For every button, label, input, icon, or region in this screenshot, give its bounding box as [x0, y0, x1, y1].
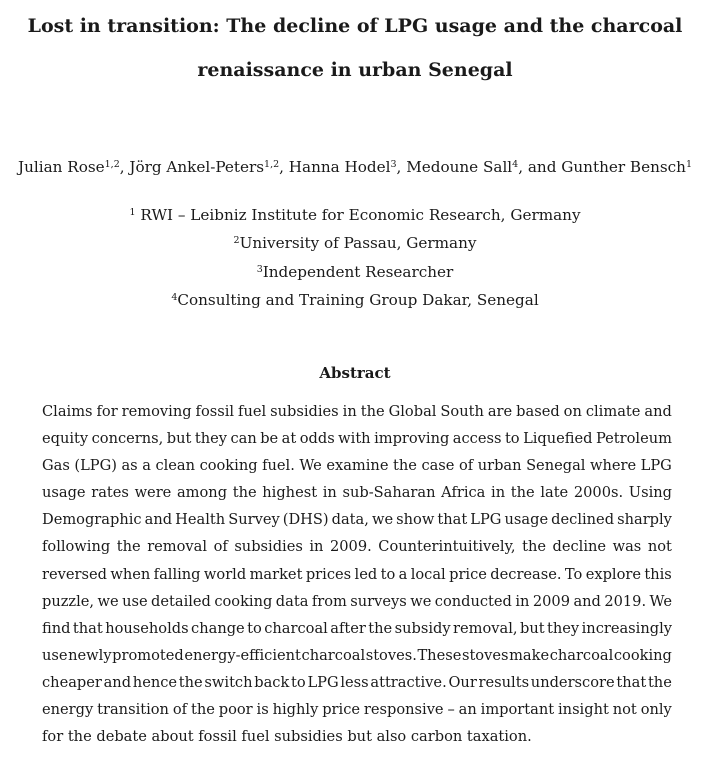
- author-separator: , and: [518, 158, 562, 176]
- author-affiliation-marker: 1: [685, 159, 692, 170]
- abstract-word: Health: [175, 511, 226, 529]
- affiliation: [0, 201, 710, 229]
- title-line: renaissance in urban Senegal: [197, 59, 513, 81]
- abstract-word: data: [275, 592, 309, 610]
- abstract-word: the: [360, 403, 385, 420]
- abstract-word: they: [194, 430, 227, 448]
- abstract-word: taxation.: [466, 728, 532, 746]
- title-line: Lost in transition: The decline of LPG usage and the charcoal: [27, 15, 683, 37]
- author-separator: ,: [396, 158, 407, 176]
- abstract-line: [42, 561, 672, 588]
- abstract-word: odds: [299, 430, 335, 448]
- abstract-word: following: [42, 538, 111, 556]
- abstract-word: important: [480, 701, 555, 719]
- abstract-word: but: [347, 728, 377, 746]
- abstract-word: cheaper: [42, 673, 102, 691]
- abstract-word: climate: [585, 403, 641, 420]
- author-affiliation-marker: 1,2: [264, 159, 280, 170]
- abstract-word: We: [649, 592, 672, 610]
- abstract-word: insight: [558, 701, 609, 719]
- author-name: Gunther Bensch: [561, 158, 686, 176]
- abstract-word: sub-Saharan: [342, 484, 436, 502]
- abstract-line: [42, 398, 672, 425]
- abstract-word: subsidies: [274, 728, 348, 746]
- abstract-word: sharply: [617, 511, 672, 529]
- abstract-word: newly: [68, 646, 112, 664]
- abstract-word: and: [103, 673, 132, 691]
- abstract-word: cooking: [613, 646, 672, 664]
- abstract-word: the: [190, 701, 215, 719]
- abstract-word: LPG: [307, 673, 339, 691]
- abstract-word: access: [452, 430, 502, 448]
- abstract-word: we: [371, 511, 394, 529]
- author: [561, 158, 692, 176]
- abstract-line: [42, 425, 672, 452]
- abstract-word: fossil: [198, 728, 242, 746]
- abstract-word: households: [105, 619, 189, 637]
- abstract-word: debate: [96, 728, 152, 746]
- abstract-word: highly: [272, 701, 319, 719]
- affiliation-list: [0, 201, 710, 314]
- abstract-word: and: [644, 403, 672, 420]
- abstract-word: find: [42, 619, 71, 637]
- abstract-word: fossil: [195, 403, 235, 420]
- abstract-word: attractive.: [370, 673, 447, 691]
- abstract-word: energy-efficient: [184, 646, 301, 664]
- abstract-word: decrease.: [490, 565, 562, 583]
- author-list: [0, 156, 710, 178]
- abstract-word: to: [504, 430, 520, 448]
- abstract-word: usage: [504, 511, 549, 529]
- abstract-word: We: [299, 457, 322, 475]
- abstract-line: [42, 615, 672, 642]
- abstract-word: conducted: [434, 592, 512, 610]
- abstract-word: we: [410, 592, 432, 610]
- abstract-word: stoves: [461, 646, 509, 664]
- abstract-word: To: [564, 565, 583, 583]
- abstract-word: urban: [477, 457, 522, 475]
- author: [289, 158, 397, 176]
- abstract-word: charcoal: [549, 646, 614, 664]
- abstract-word: but: [519, 619, 545, 637]
- abstract-word: declined: [551, 511, 615, 529]
- abstract-word: on: [563, 403, 582, 420]
- abstract-word: reversed: [42, 565, 107, 583]
- abstract-word: in: [342, 403, 357, 420]
- author: [18, 158, 120, 176]
- abstract-word: price: [322, 701, 361, 719]
- abstract-word: about: [151, 728, 199, 746]
- abstract-word: to: [247, 619, 262, 637]
- abstract-line: [42, 642, 672, 669]
- abstract-word: led: [354, 565, 378, 583]
- abstract-word: surveys: [350, 592, 407, 610]
- abstract-word: back: [254, 673, 290, 691]
- abstract-word: and: [573, 592, 601, 610]
- abstract-line: [42, 723, 672, 750]
- affiliation: [0, 229, 710, 257]
- abstract-word: results: [478, 673, 530, 691]
- author-name: Hanna Hodel: [288, 158, 391, 176]
- author-affiliation-marker: 4: [512, 159, 519, 170]
- abstract-line: [42, 506, 672, 533]
- abstract-word: Claims: [42, 403, 93, 420]
- abstract-word: that: [616, 673, 647, 691]
- abstract-word: they: [547, 619, 580, 637]
- affiliation-text: University of Passau, Germany: [239, 234, 477, 253]
- abstract-line: [42, 669, 672, 696]
- abstract-word: fuel: [238, 403, 267, 420]
- paper-title: [0, 4, 710, 92]
- abstract-word: Global: [388, 403, 437, 420]
- abstract-word: the: [232, 484, 257, 502]
- author-affiliation-marker: 3: [390, 159, 397, 170]
- abstract-word: use: [42, 646, 68, 664]
- abstract-word: South: [440, 403, 484, 420]
- author: [129, 158, 279, 176]
- abstract-word: decline: [552, 538, 607, 556]
- abstract-word: can: [230, 430, 257, 448]
- abstract-word: market: [249, 565, 303, 583]
- abstract-word: when: [110, 565, 151, 583]
- abstract-word: world: [203, 565, 247, 583]
- abstract-word: the: [510, 484, 535, 502]
- abstract-word: highest: [262, 484, 318, 502]
- abstract-word: to: [291, 673, 306, 691]
- abstract-word: late: [540, 484, 569, 502]
- abstract-word: based: [516, 403, 560, 420]
- abstract-word: among: [176, 484, 228, 502]
- abstract-word: switch: [204, 673, 253, 691]
- abstract-body: [42, 398, 672, 750]
- affiliation: [0, 286, 710, 314]
- affiliation-number: 4: [171, 291, 178, 303]
- abstract-word: detailed: [151, 592, 211, 610]
- abstract-word: underscore: [530, 673, 615, 691]
- abstract-word: change: [191, 619, 245, 637]
- abstract-word: Africa: [441, 484, 486, 502]
- abstract-word: Gas: [42, 457, 70, 475]
- abstract-line: [42, 452, 672, 479]
- abstract-word: clean: [155, 457, 196, 475]
- abstract-word: stoves.: [365, 646, 417, 664]
- abstract-word: not: [612, 701, 637, 719]
- abstract-word: the: [67, 728, 97, 746]
- abstract-word: removal,: [453, 619, 518, 637]
- abstract-word: energy: [42, 701, 94, 719]
- abstract-word: puzzle,: [42, 592, 95, 610]
- abstract-word: of: [458, 457, 474, 475]
- abstract-word: but: [166, 430, 192, 448]
- abstract-word: price: [449, 565, 487, 583]
- abstract-word: examine: [326, 457, 389, 475]
- abstract-word: fuel.: [262, 457, 295, 475]
- abstract-word: 2009.: [329, 538, 372, 556]
- abstract-word: not: [647, 538, 672, 556]
- author: [406, 158, 518, 176]
- abstract-word: of: [213, 538, 228, 556]
- author-separator: ,: [279, 158, 289, 176]
- abstract-word: concerns,: [91, 430, 164, 448]
- abstract-word: the: [647, 673, 672, 691]
- abstract-word: increasingly: [581, 619, 672, 637]
- abstract-word: the: [116, 538, 141, 556]
- abstract-word: –: [447, 701, 455, 719]
- abstract-word: were: [134, 484, 172, 502]
- author-affiliation-marker: 1,2: [104, 159, 120, 170]
- abstract-word: an: [458, 701, 477, 719]
- abstract-line: [42, 696, 672, 723]
- affiliation-text: Independent Researcher: [262, 262, 454, 281]
- abstract-word: carbon: [410, 728, 467, 746]
- abstract-word: subsidies: [270, 403, 339, 420]
- abstract-word: a: [398, 565, 408, 583]
- abstract-word: rates: [91, 484, 129, 502]
- abstract-word: fuel: [241, 728, 275, 746]
- abstract-word: the: [393, 457, 417, 475]
- abstract-word: with: [338, 430, 371, 448]
- affiliation-number: 3: [256, 263, 263, 275]
- abstract-word: a: [142, 457, 151, 475]
- abstract-word: that: [437, 511, 468, 529]
- abstract-word: the: [522, 538, 546, 556]
- abstract-word: LPG: [640, 457, 672, 475]
- abstract-word: Our: [448, 673, 477, 691]
- abstract-word: 2009: [532, 592, 570, 610]
- abstract-word: falling: [153, 565, 201, 583]
- abstract-word: Survey: [228, 511, 280, 529]
- author-name: Jörg Ankel-Peters: [129, 158, 265, 176]
- abstract-word: Senegal: [526, 457, 586, 475]
- affiliation-number: 2: [233, 235, 240, 247]
- abstract-word: at: [281, 430, 297, 448]
- affiliation-text: Consulting and Training Group Dakar, Senegal: [177, 290, 539, 309]
- abstract-word: These: [417, 646, 462, 664]
- abstract-word: make: [509, 646, 550, 664]
- abstract-word: removal: [147, 538, 208, 556]
- abstract-word: subsidies: [234, 538, 303, 556]
- abstract-word: Demographic: [42, 511, 142, 529]
- abstract-word: be: [260, 430, 279, 448]
- abstract-word: in: [491, 484, 506, 502]
- abstract-word: charcoal: [301, 646, 366, 664]
- abstract-word: Liquefied: [523, 430, 593, 448]
- abstract-word: for: [96, 403, 118, 420]
- affiliation: [0, 258, 710, 286]
- abstract-word: cooking: [199, 457, 258, 475]
- abstract-word: improving: [374, 430, 450, 448]
- affiliation-number: 1: [129, 207, 136, 218]
- abstract-word: after: [330, 619, 366, 637]
- abstract-word: this: [644, 565, 672, 583]
- author-name: Julian Rose: [18, 158, 105, 176]
- abstract-word: the: [178, 673, 203, 691]
- abstract-word: Counterintuitively,: [378, 538, 516, 556]
- abstract-word: 2019.: [604, 592, 647, 610]
- abstract-word: Petroleum: [595, 430, 672, 448]
- abstract-word: less: [340, 673, 369, 691]
- abstract-word: cooking: [214, 592, 273, 610]
- abstract-word: also: [376, 728, 411, 746]
- author-name: Medoune Sall: [406, 158, 513, 176]
- abstract-word: of: [172, 701, 188, 719]
- abstract-word: transition: [97, 701, 169, 719]
- abstract-word: equity: [42, 430, 89, 448]
- abstract-word: (LPG): [74, 457, 117, 475]
- abstract-word: from: [311, 592, 347, 610]
- abstract-word: responsive: [363, 701, 444, 719]
- abstract-line: [42, 533, 672, 560]
- abstract-word: explore: [585, 565, 641, 583]
- abstract-word: Using: [628, 484, 672, 502]
- abstract-word: and: [144, 511, 173, 529]
- abstract-word: charcoal: [264, 619, 328, 637]
- abstract-word: in: [515, 592, 530, 610]
- abstract-word: only: [640, 701, 672, 719]
- abstract-line: [42, 479, 672, 506]
- abstract-word: the: [368, 619, 393, 637]
- abstract-word: poor: [218, 701, 253, 719]
- abstract-word: show: [396, 511, 435, 529]
- abstract-word: case: [421, 457, 455, 475]
- abstract-word: use: [122, 592, 148, 610]
- abstract-word: removing: [121, 403, 192, 420]
- abstract-word: for: [42, 728, 68, 746]
- abstract-word: we: [97, 592, 119, 610]
- abstract-word: (DHS): [282, 511, 329, 529]
- abstract-word: prices: [305, 565, 352, 583]
- abstract-word: 2000s.: [573, 484, 624, 502]
- abstract-word: was: [612, 538, 642, 556]
- abstract-word: as: [121, 457, 138, 475]
- abstract-line: [42, 588, 672, 615]
- abstract-word: subsidy: [394, 619, 451, 637]
- abstract-word: promoted: [112, 646, 184, 664]
- abstract-word: in: [309, 538, 324, 556]
- abstract-heading: Abstract: [319, 364, 391, 382]
- affiliation-text: RWI – Leibniz Institute for Economic Research, Germany: [135, 206, 581, 224]
- abstract-word: data,: [331, 511, 369, 529]
- abstract-word: LPG: [470, 511, 502, 529]
- abstract-word: usage: [42, 484, 86, 502]
- abstract-word: where: [589, 457, 637, 475]
- abstract-word: that: [72, 619, 103, 637]
- author-separator: ,: [119, 158, 130, 176]
- abstract-word: are: [487, 403, 513, 420]
- abstract-word: to: [380, 565, 396, 583]
- abstract-word: local: [410, 565, 446, 583]
- abstract-word: in: [322, 484, 337, 502]
- abstract-word: hence: [132, 673, 178, 691]
- abstract-word: is: [256, 701, 269, 719]
